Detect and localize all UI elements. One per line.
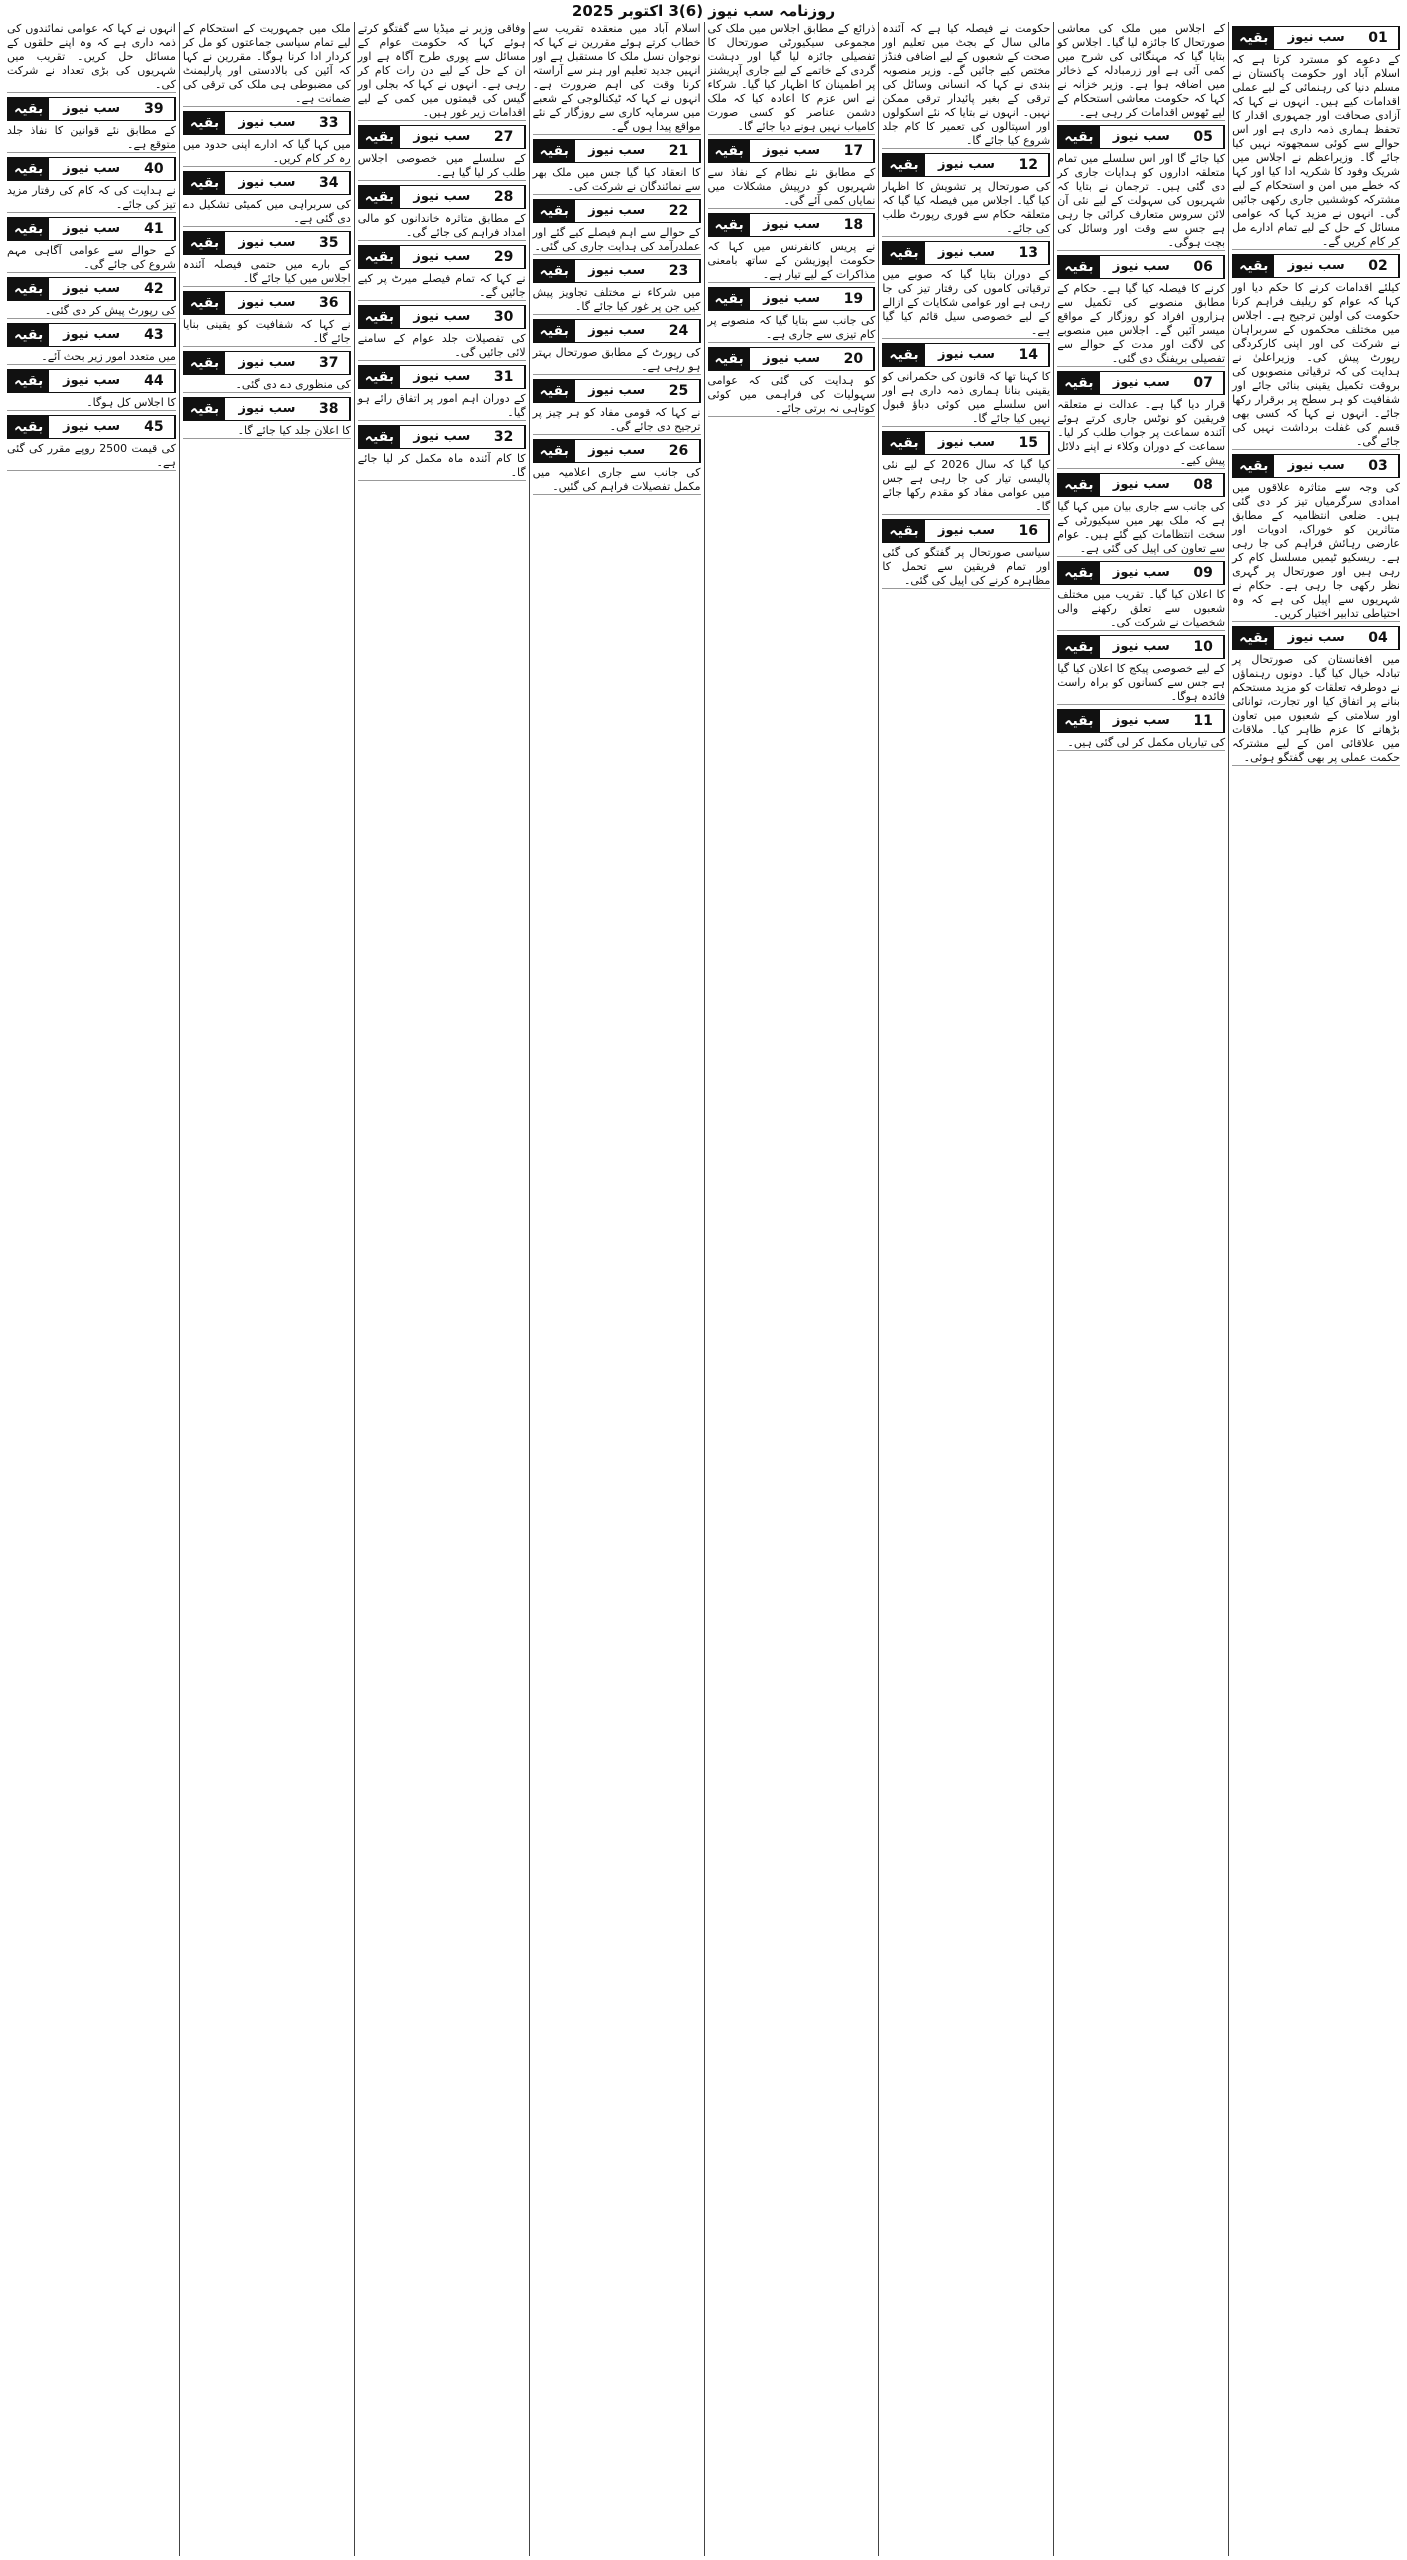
- continuation-tag: [882, 431, 1050, 455]
- tag-number: 40: [134, 158, 175, 180]
- story-text: کرنے کا فیصلہ کیا گیا ہے۔ حکام کے مطابق منصوبے کی تکمیل سے ہزاروں افراد کو روزگار کے مواقع میسر آئیں گے۔ اجلاس میں منصوبے کی لاگت اور مدت کے حوالے سے تفصیلی بریفنگ دی گئی۔: [1057, 282, 1226, 365]
- story-text: انہوں نے کہا کہ عوامی نمائندوں کی ذمہ داری ہے کہ وہ اپنے حلقوں کے مسائل حل کریں۔ تقریب میں شہریوں کی بڑی تعداد نے شرکت کی۔: [7, 22, 176, 91]
- tag-source-label: سب نیوز: [588, 263, 646, 278]
- column-4: [704, 22, 879, 2556]
- tag-source-label: سب نیوز: [588, 203, 646, 218]
- tag-baqia-label: بقیہ: [1058, 562, 1099, 584]
- continuation-tag: [533, 199, 701, 223]
- continuation-tag: [1057, 255, 1225, 279]
- tag-source-label: سب نیوز: [413, 189, 471, 204]
- tag-number: 37: [309, 352, 350, 374]
- tag-number: 25: [659, 380, 700, 402]
- continuation-tag: [183, 171, 351, 195]
- continuation-tag: [882, 343, 1050, 367]
- continuation-tag: [183, 111, 351, 135]
- story-text: کی تفصیلات جلد عوام کے سامنے لائی جائیں گی۔: [357, 332, 526, 359]
- tag-baqia-label: بقیہ: [883, 154, 924, 176]
- continuation-tag: [533, 139, 701, 163]
- story-text: کے حوالے سے اہم فیصلے کیے گئے اور عملدرآمد کی ہدایت جاری کی گئی۔: [532, 226, 701, 253]
- story-text: اسلام آباد میں منعقدہ تقریب سے خطاب کرتے ہوئے مقررین نے کہا کہ نوجوان نسل ملک کا مستقبل ہے اور انہیں جدید تعلیم اور ہنر سے آراستہ کرنا وقت کی اہم ضرورت ہے۔ انہوں نے کہا کہ ٹیکنالوجی کے شعبے میں سرمایہ کاری سے روزگار کے نئے مواقع پیدا ہوں گے۔: [532, 22, 701, 133]
- column-8: [4, 22, 179, 2556]
- continuation-tag: [708, 139, 876, 163]
- tag-baqia-label: بقیہ: [8, 158, 49, 180]
- tag-source-label: سب نیوز: [238, 175, 296, 190]
- tag-baqia-label: بقیہ: [534, 200, 575, 222]
- story-text: قرار دیا گیا ہے۔ عدالت نے متعلقہ فریقین کو نوٹس جاری کرتے ہوئے آئندہ سماعت پر جواب طلب کر لیا۔ سماعت کے دوران وکلاء نے اپنے دلائل پیش کیے۔: [1057, 398, 1226, 467]
- story-text: کو ہدایت کی گئی کہ عوامی سہولیات کی فراہمی میں کوئی کوتاہی نہ برتی جائے۔: [707, 374, 876, 415]
- story-text: کے سلسلے میں خصوصی اجلاس طلب کر لیا گیا ہے۔: [357, 152, 526, 179]
- tag-baqia-label: بقیہ: [184, 398, 225, 420]
- tag-number: 30: [484, 306, 525, 328]
- story-text: کے حوالے سے عوامی آگاہی مہم شروع کی جائے گی۔: [7, 244, 176, 271]
- tag-source-label: سب نیوز: [413, 429, 471, 444]
- tag-baqia-label: بقیہ: [534, 440, 575, 462]
- tag-source-label: سب نیوز: [238, 115, 296, 130]
- continuation-tag: [7, 97, 176, 121]
- story-text: کی رپورٹ کے مطابق صورتحال بہتر ہو رہی ہے۔: [532, 346, 701, 373]
- tag-baqia-label: بقیہ: [8, 98, 49, 120]
- continuation-tag: [358, 245, 526, 269]
- continuation-tag: [1057, 561, 1225, 585]
- story-text: میں افغانستان کی صورتحال پر تبادلہ خیال کیا گیا۔ دونوں رہنماؤں نے دوطرفہ تعلقات کو مزید مستحکم بنانے پر اتفاق کیا اور تجارت، توانائی اور سلامتی کے شعبوں میں تعاون بڑھانے کا عزم ظاہر کیا۔ ملاقات میں علاقائی امن کے لیے مشترکہ حکمت عملی پر بھی گفتگو ہوئی۔: [1232, 653, 1400, 764]
- tag-number: 13: [1008, 242, 1049, 264]
- tag-source-label: سب نیوز: [63, 101, 121, 116]
- story-text: نے پریس کانفرنس میں کہا کہ حکومت اپوزیشن کے ساتھ بامعنی مذاکرات کے لیے تیار ہے۔: [707, 240, 876, 281]
- tag-source-label: سب نیوز: [413, 309, 471, 324]
- tag-number: 05: [1183, 126, 1224, 148]
- tag-baqia-label: بقیہ: [8, 324, 49, 346]
- tag-source-label: سب نیوز: [63, 161, 121, 176]
- tag-source-label: سب نیوز: [1287, 458, 1345, 473]
- tag-number: 07: [1183, 372, 1224, 394]
- tag-number: 01: [1358, 27, 1399, 49]
- tag-source-label: سب نیوز: [1287, 630, 1345, 645]
- tag-source-label: سب نیوز: [1112, 375, 1170, 390]
- continuation-tag: [358, 125, 526, 149]
- tag-number: 35: [309, 232, 350, 254]
- tag-number: 31: [484, 366, 525, 388]
- tag-source-label: سب نیوز: [238, 295, 296, 310]
- tag-source-label: سب نیوز: [763, 217, 821, 232]
- column-1: [1228, 22, 1403, 2556]
- tag-number: 39: [134, 98, 175, 120]
- continuation-tag: [183, 231, 351, 255]
- tag-baqia-label: بقیہ: [184, 232, 225, 254]
- tag-number: 43: [134, 324, 175, 346]
- tag-source-label: سب نیوز: [937, 157, 995, 172]
- continuation-tag: [1232, 454, 1400, 478]
- tag-baqia-label: بقیہ: [1233, 627, 1274, 649]
- continuation-tag: [533, 439, 701, 463]
- tag-baqia-label: بقیہ: [534, 320, 575, 342]
- tag-number: 20: [833, 348, 874, 370]
- continuation-tag: [1057, 709, 1225, 733]
- story-text: کے دوران بتایا گیا کہ صوبے میں ترقیاتی کاموں کی رفتار تیز کی جا رہی ہے اور عوامی شکایات کے ازالے کے لیے خصوصی سیل قائم کیا گیا ہے۔: [882, 268, 1051, 337]
- continuation-tag: [7, 277, 176, 301]
- tag-number: 38: [309, 398, 350, 420]
- tag-source-label: سب نیوز: [588, 323, 646, 338]
- continuation-tag: [358, 185, 526, 209]
- tag-baqia-label: بقیہ: [534, 260, 575, 282]
- tag-baqia-label: بقیہ: [883, 432, 924, 454]
- column-5: [529, 22, 704, 2556]
- story-text: کا اعلان کیا گیا۔ تقریب میں مختلف شعبوں سے تعلق رکھنے والی شخصیات نے شرکت کی۔: [1057, 588, 1226, 629]
- continuation-tag: [7, 217, 176, 241]
- tag-baqia-label: بقیہ: [709, 214, 750, 236]
- tag-baqia-label: بقیہ: [534, 140, 575, 162]
- tag-number: 12: [1008, 154, 1049, 176]
- story-text: وفاقی وزیر نے میڈیا سے گفتگو کرتے ہوئے کہا کہ حکومت عوام کے مسائل سے پوری طرح آگاہ ہے اور ان کے حل کے لیے دن رات کام کر رہی ہے۔ انہوں نے کہا کہ بجلی اور گیس کی قیمتوں میں کمی کے لیے اقدامات زیر غور ہیں۔: [357, 22, 526, 119]
- continuation-tag: [183, 291, 351, 315]
- story-text: کی وجہ سے متاثرہ علاقوں میں امدادی سرگرمیاں تیز کر دی گئی ہیں۔ ضلعی انتظامیہ کے مطابق متاثرین کو خوراک، ادویات اور عارضی رہائش فراہم کی جا رہی ہے۔ ریسکیو ٹیمیں مسلسل کام کر رہی ہیں اور صورتحال پر گہری نظر رکھی جا رہی ہے۔ حکام نے شہریوں سے اپیل کی ہے کہ وہ احتیاطی تدابیر اختیار کریں۔: [1232, 481, 1400, 620]
- tag-source-label: سب نیوز: [1112, 259, 1170, 274]
- tag-baqia-label: بقیہ: [1058, 372, 1099, 394]
- continuation-tag: [358, 425, 526, 449]
- tag-number: 27: [484, 126, 525, 148]
- tag-baqia-label: بقیہ: [359, 306, 400, 328]
- tag-number: 16: [1008, 520, 1049, 542]
- tag-number: 18: [833, 214, 874, 236]
- continuation-tag: [1057, 473, 1225, 497]
- tag-number: 19: [833, 288, 874, 310]
- story-text: کی سربراہی میں کمیٹی تشکیل دے دی گئی ہے۔: [182, 198, 351, 225]
- tag-number: 04: [1358, 627, 1399, 649]
- tag-source-label: سب نیوز: [238, 355, 296, 370]
- tag-baqia-label: بقیہ: [1233, 455, 1274, 477]
- story-text: کے اجلاس میں ملک کی معاشی صورتحال کا جائزہ لیا گیا۔ اجلاس کو بتایا گیا کہ مہنگائی کی شرح میں کمی آئی ہے اور زرمبادلہ کے ذخائر میں اضافہ ہوا ہے۔ وزیر خزانہ نے کہا کہ حکومت معاشی استحکام کے لیے ٹھوس اقدامات کر رہی ہے۔: [1057, 22, 1226, 119]
- story-text: میں شرکاء نے مختلف تجاویز پیش کیں جن پر غور کیا جائے گا۔: [532, 286, 701, 313]
- tag-baqia-label: بقیہ: [8, 370, 49, 392]
- story-text: کا کہنا تھا کہ قانون کی حکمرانی کو یقینی بنانا ہماری ذمہ داری ہے اور اس سلسلے میں کوئی دباؤ قبول نہیں کیا جائے گا۔: [882, 370, 1051, 425]
- tag-baqia-label: بقیہ: [184, 352, 225, 374]
- story-text: ملک میں جمہوریت کے استحکام کے لیے تمام سیاسی جماعتوں کو مل کر کردار ادا کرنا ہوگا۔ مقررین نے کہا کہ آئین کی بالادستی اور پارلیمنٹ کی مضبوطی ہی ملک کی ترقی کی ضمانت ہے۔: [182, 22, 351, 105]
- tag-baqia-label: بقیہ: [1233, 27, 1274, 49]
- tag-number: 02: [1358, 255, 1399, 277]
- tag-baqia-label: بقیہ: [8, 218, 49, 240]
- continuation-tag: [1232, 254, 1400, 278]
- tag-number: 28: [484, 186, 525, 208]
- tag-source-label: سب نیوز: [1112, 713, 1170, 728]
- tag-number: 44: [134, 370, 175, 392]
- tag-source-label: سب نیوز: [238, 401, 296, 416]
- continuation-tag: [1232, 26, 1400, 50]
- tag-baqia-label: بقیہ: [184, 172, 225, 194]
- continuation-tag: [1232, 626, 1400, 650]
- tag-number: 14: [1008, 344, 1049, 366]
- story-text: کا اعلان جلد کیا جائے گا۔: [183, 424, 351, 439]
- tag-number: 22: [659, 200, 700, 222]
- story-text: نے ہدایت کی کہ کام کی رفتار مزید تیز کی جائے۔: [7, 184, 176, 211]
- tag-source-label: سب نیوز: [588, 443, 646, 458]
- tag-source-label: سب نیوز: [937, 245, 995, 260]
- continuation-tag: [1057, 635, 1225, 659]
- tag-number: 08: [1183, 474, 1224, 496]
- story-text: نے کہا کہ قومی مفاد کو ہر چیز پر ترجیح دی جائے گی۔: [532, 406, 701, 433]
- tag-baqia-label: بقیہ: [359, 366, 400, 388]
- story-text: میں متعدد امور زیر بحث آئے۔: [7, 350, 176, 365]
- tag-baqia-label: بقیہ: [1058, 474, 1099, 496]
- tag-source-label: سب نیوز: [1112, 477, 1170, 492]
- continuation-tag: [358, 365, 526, 389]
- newspaper-page: [4, 22, 1403, 2556]
- tag-source-label: سب نیوز: [1112, 129, 1170, 144]
- tag-baqia-label: بقیہ: [359, 426, 400, 448]
- continuation-tag: [7, 369, 176, 393]
- tag-baqia-label: بقیہ: [1233, 255, 1274, 277]
- continuation-tag: [533, 379, 701, 403]
- tag-number: 41: [134, 218, 175, 240]
- story-text: کی جانب سے بتایا گیا کہ منصوبے پر کام تیزی سے جاری ہے۔: [707, 314, 876, 341]
- tag-source-label: سب نیوز: [63, 419, 121, 434]
- tag-source-label: سب نیوز: [1112, 639, 1170, 654]
- story-text: کی رپورٹ پیش کر دی گئی۔: [7, 304, 176, 319]
- story-text: کے لیے خصوصی پیکج کا اعلان کیا گیا ہے جس سے کسانوں کو براہ راست فائدہ ہوگا۔: [1057, 662, 1226, 703]
- continuation-tag: [708, 213, 876, 237]
- tag-baqia-label: بقیہ: [8, 278, 49, 300]
- tag-source-label: سب نیوز: [588, 143, 646, 158]
- tag-number: 36: [309, 292, 350, 314]
- tag-number: 23: [659, 260, 700, 282]
- column-7: [179, 22, 354, 2556]
- tag-number: 06: [1183, 256, 1224, 278]
- tag-source-label: سب نیوز: [1287, 258, 1345, 273]
- continuation-tag: [533, 319, 701, 343]
- column-6: [354, 22, 529, 2556]
- story-text: نے کہا کہ شفافیت کو یقینی بنایا جائے گا۔: [182, 318, 351, 345]
- tag-baqia-label: بقیہ: [184, 112, 225, 134]
- story-text: کیلئے اقدامات کرنے کا حکم دیا اور کہا کہ عوام کو ریلیف فراہم کرنا حکومت کی اولین ترجیح ہے۔ اجلاس میں مختلف محکموں کے سربراہان نے شرکت کی اور اپنی کارکردگی رپورٹ پیش کی۔ وزیراعلیٰ نے ہدایت کی کہ ترقیاتی منصوبوں کی بروقت تکمیل یقینی بنائی جائے اور شفافیت کو ہر سطح پر برقرار رکھا جائے۔ انہوں نے کہا کہ کسی بھی قسم کی غفلت برداشت نہیں کی جائے گی۔: [1232, 281, 1400, 448]
- tag-baqia-label: بقیہ: [8, 416, 49, 438]
- story-text: کی جانب سے جاری اعلامیہ میں مکمل تفصیلات فراہم کی گئیں۔: [532, 466, 701, 493]
- tag-baqia-label: بقیہ: [709, 288, 750, 310]
- tag-source-label: سب نیوز: [413, 129, 471, 144]
- continuation-tag: [183, 397, 351, 421]
- tag-number: 33: [309, 112, 350, 134]
- tag-source-label: سب نیوز: [413, 369, 471, 384]
- tag-number: 26: [659, 440, 700, 462]
- story-text: کی صورتحال پر تشویش کا اظہار کیا گیا۔ اجلاس میں فیصلہ کیا گیا کہ متعلقہ حکام سے فوری رپورٹ طلب کی جائے۔: [882, 180, 1051, 235]
- story-text: کیا جائے گا اور اس سلسلے میں تمام متعلقہ اداروں کو ہدایات جاری کر دی گئی ہیں۔ ترجمان نے بتایا کہ شہریوں کی سہولت کے لیے نئی آن لائن سروس متعارف کرائی جا رہی ہے جس سے وقت اور وسائل کی بچت ہوگی۔: [1057, 152, 1226, 249]
- tag-source-label: سب نیوز: [588, 383, 646, 398]
- story-text: میں کہا گیا کہ ادارے اپنی حدود میں رہ کر کام کریں۔: [182, 138, 351, 165]
- tag-baqia-label: بقیہ: [359, 186, 400, 208]
- tag-number: 17: [833, 140, 874, 162]
- tag-source-label: سب نیوز: [763, 351, 821, 366]
- tag-number: 34: [309, 172, 350, 194]
- story-text: کے بارے میں حتمی فیصلہ آئندہ اجلاس میں کیا جائے گا۔: [182, 258, 351, 285]
- tag-baqia-label: بقیہ: [883, 520, 924, 542]
- continuation-tag: [708, 347, 876, 371]
- continuation-tag: [1057, 125, 1225, 149]
- continuation-tag: [882, 241, 1050, 265]
- tag-number: 29: [484, 246, 525, 268]
- tag-baqia-label: بقیہ: [1058, 710, 1099, 732]
- tag-source-label: سب نیوز: [238, 235, 296, 250]
- tag-number: 15: [1008, 432, 1049, 454]
- continuation-tag: [708, 287, 876, 311]
- tag-source-label: سب نیوز: [63, 327, 121, 342]
- tag-baqia-label: بقیہ: [883, 344, 924, 366]
- story-text: کے مطابق نئے قوانین کا نفاذ جلد متوقع ہے۔: [7, 124, 176, 151]
- tag-number: 11: [1183, 710, 1224, 732]
- story-text: سیاسی صورتحال پر گفتگو کی گئی اور تمام فریقین سے تحمل کا مظاہرہ کرنے کی اپیل کی گئی۔: [882, 546, 1051, 587]
- tag-baqia-label: بقیہ: [359, 246, 400, 268]
- tag-source-label: سب نیوز: [1287, 30, 1345, 45]
- tag-number: 24: [659, 320, 700, 342]
- tag-source-label: سب نیوز: [937, 347, 995, 362]
- continuation-tag: [7, 323, 176, 347]
- story-text: ذرائع کے مطابق اجلاس میں ملک کی مجموعی سیکیورٹی صورتحال کا تفصیلی جائزہ لیا گیا اور دہشت گردی کے خاتمے کے لیے جاری آپریشنز پر اطمینان کا اظہار کیا گیا۔ شرکاء نے اس عزم کا اعادہ کیا کہ ملک دشمن عناصر کو کسی صورت کامیاب نہیں ہونے دیا جائے گا۔: [707, 22, 876, 133]
- tag-number: 32: [484, 426, 525, 448]
- tag-number: 10: [1183, 636, 1224, 658]
- story-text: کے دوران اہم امور پر اتفاق رائے ہو گیا۔: [357, 392, 526, 419]
- tag-baqia-label: بقیہ: [359, 126, 400, 148]
- column-3: [878, 22, 1053, 2556]
- story-text: کا اجلاس کل ہوگا۔: [7, 396, 176, 411]
- continuation-tag: [7, 157, 176, 181]
- tag-baqia-label: بقیہ: [1058, 256, 1099, 278]
- continuation-tag: [7, 415, 176, 439]
- story-text: حکومت نے فیصلہ کیا ہے کہ آئندہ مالی سال کے بجٹ میں تعلیم اور صحت کے شعبوں کے لیے اضافی فنڈز مختص کیے جائیں گے۔ وزیر منصوبہ بندی نے کہا کہ انسانی وسائل کی ترقی کے بغیر پائیدار ترقی ممکن نہیں۔ انہوں نے بتایا کہ نئے اسکولوں اور اسپتالوں کی تعمیر کا کام جلد شروع کیا جائے گا۔: [882, 22, 1051, 147]
- tag-baqia-label: بقیہ: [709, 140, 750, 162]
- masthead: روزنامہ سب نیوز (6)3 اکتوبر 2025: [571, 2, 836, 20]
- tag-source-label: سب نیوز: [937, 523, 995, 538]
- tag-source-label: سب نیوز: [63, 221, 121, 236]
- continuation-tag: [358, 305, 526, 329]
- column-2: [1053, 22, 1228, 2556]
- tag-baqia-label: بقیہ: [709, 348, 750, 370]
- story-text: کیا گیا کہ سال 2026 کے لیے نئی پالیسی تیار کی جا رہی ہے جس میں عوامی مفاد کو مقدم رکھا جائے گا۔: [882, 458, 1051, 513]
- continuation-tag: [183, 351, 351, 375]
- continuation-tag: [533, 259, 701, 283]
- story-text: کی تیاریاں مکمل کر لی گئی ہیں۔: [1057, 736, 1225, 751]
- tag-source-label: سب نیوز: [63, 281, 121, 296]
- tag-source-label: سب نیوز: [413, 249, 471, 264]
- tag-source-label: سب نیوز: [1112, 565, 1170, 580]
- continuation-tag: [1057, 371, 1225, 395]
- story-text: کا انعقاد کیا گیا جس میں ملک بھر سے نمائندگان نے شرکت کی۔: [532, 166, 701, 193]
- tag-source-label: سب نیوز: [63, 373, 121, 388]
- story-text: کے دعوے کو مسترد کرتا ہے کہ اسلام آباد اور حکومت پاکستان نے مسلم دنیا کی رہنمائی کے لیے عملی اقدامات کیے ہیں۔ انہوں نے کہا کہ آزادی صحافت اور جمہوری اقدار کا تحفظ ہماری ذمہ داری ہے اور اس حوالے سے کوئی سمجھوتہ نہیں کیا جائے گا۔ وزیراعظم نے اجلاس میں شریک وفود کا شکریہ ادا کیا اور کہا کہ خطے میں امن و استحکام کے لیے مشترکہ کوششیں جاری رکھی جائیں گی۔ انہوں نے مزید کہا کہ عوامی مسائل کے حل کے لیے تمام ادارے مل کر کام کریں گے۔: [1232, 53, 1400, 248]
- continuation-tag: [882, 153, 1050, 177]
- continuation-tag: [882, 519, 1050, 543]
- tag-baqia-label: بقیہ: [184, 292, 225, 314]
- tag-baqia-label: بقیہ: [1058, 126, 1099, 148]
- story-text: کے مطابق متاثرہ خاندانوں کو مالی امداد فراہم کی جائے گی۔: [357, 212, 526, 239]
- tag-baqia-label: بقیہ: [534, 380, 575, 402]
- tag-number: 03: [1358, 455, 1399, 477]
- tag-number: 45: [134, 416, 175, 438]
- story-text: کا کام آئندہ ماہ مکمل کر لیا جائے گا۔: [357, 452, 526, 479]
- tag-source-label: سب نیوز: [937, 435, 995, 450]
- story-text: کے مطابق نئے نظام کے نفاذ سے شہریوں کو درپیش مشکلات میں نمایاں کمی آئے گی۔: [707, 166, 876, 207]
- tag-baqia-label: بقیہ: [1058, 636, 1099, 658]
- tag-number: 09: [1183, 562, 1224, 584]
- tag-number: 42: [134, 278, 175, 300]
- tag-baqia-label: بقیہ: [883, 242, 924, 264]
- tag-number: 21: [659, 140, 700, 162]
- story-text: نے کہا کہ تمام فیصلے میرٹ پر کیے جائیں گے۔: [357, 272, 526, 299]
- tag-source-label: سب نیوز: [763, 143, 821, 158]
- story-text: کی قیمت 2500 روپے مقرر کی گئی ہے۔: [7, 442, 176, 469]
- story-text: کی منظوری دے دی گئی۔: [183, 378, 351, 393]
- story-text: کی جانب سے جاری بیان میں کہا گیا ہے کہ ملک بھر میں سیکیورٹی کے سخت انتظامات کیے گئے ہیں۔ عوام سے تعاون کی اپیل کی گئی ہے۔: [1057, 500, 1226, 555]
- tag-source-label: سب نیوز: [763, 291, 821, 306]
